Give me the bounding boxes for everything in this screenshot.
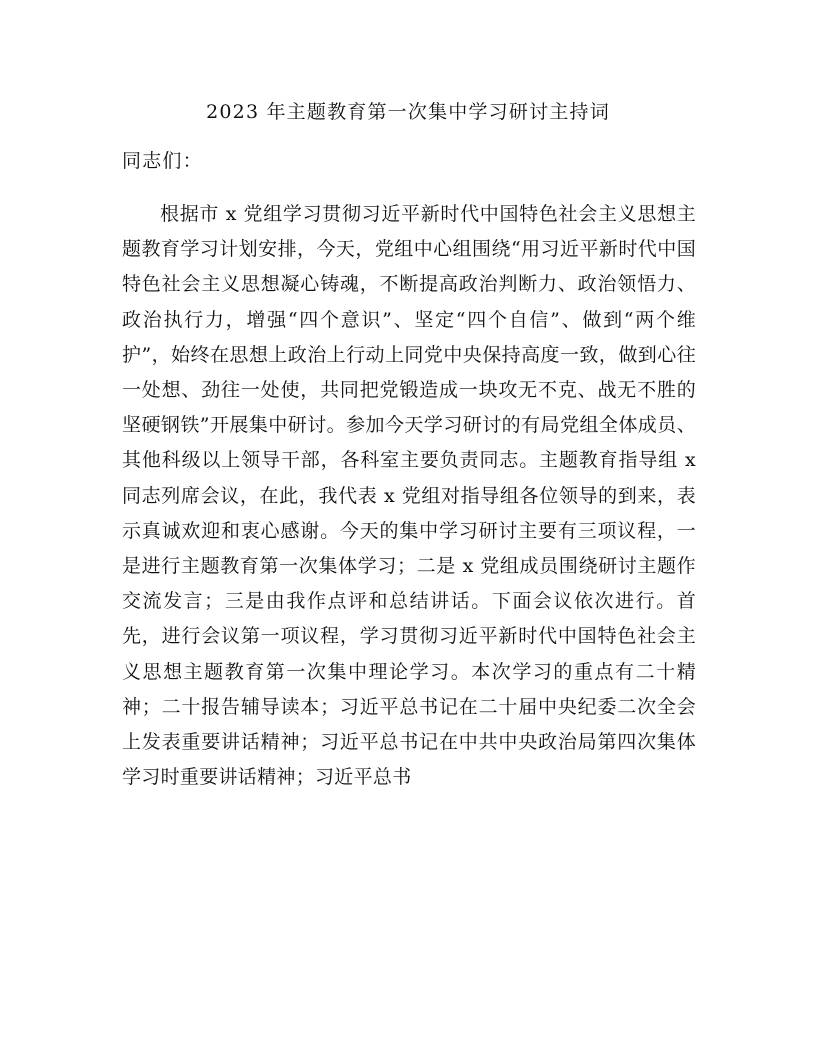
salutation: 同志们： [122, 150, 203, 172]
body-paragraph: 根据市 x 党组学习贯彻习近平新时代中国特色社会主义思想主题教育学习计划安排，今天，党组中心组围绕“用习近平新时代中国特色社会主义思想凝心铸魂，不断提高政治判断力、政治领悟力、政治执行力，增强“四个意识”、坚定“四个自信”、做到“两个维护”，始终在思想上政治上行动上同党中央保持高度一致，做到心往一处想、劲往一处使，共同把党锻造成一块攻无不克、战无不胜的坚硬钢铁”开展集中研讨。参加今天学习研讨的有局党组全体成员、其他科级以上领导干部，各科室主要负责同志。主题教育指导组 x 同志列席会议，在此，我代表 x 党组对指导组各位领导的到来，表示真诚欢迎和衷心感谢。今天的集中学习研讨主要有三项议程，一是进行主题教育第一次集体学习；二是 x 党组成员围绕研讨主题作交流发言；三是由我作点评和总结讲话。下面会议依次进行。首先，进行会议第一项议程，学习贯彻习近平新时代中国特色社会主义思想主题教育第一次集中理论学习。本次学习的重点有二十精神；二十报告辅导读本；习近平总书记在二十届中央纪委二次全会上发表重要讲话精神；习近平总书记在中共中央政治局第四次集体学习时重要讲话精神；习近平总书 [122, 203, 696, 789]
document-title: 2023 年主题教育第一次集中学习研讨主持词 [206, 101, 610, 123]
